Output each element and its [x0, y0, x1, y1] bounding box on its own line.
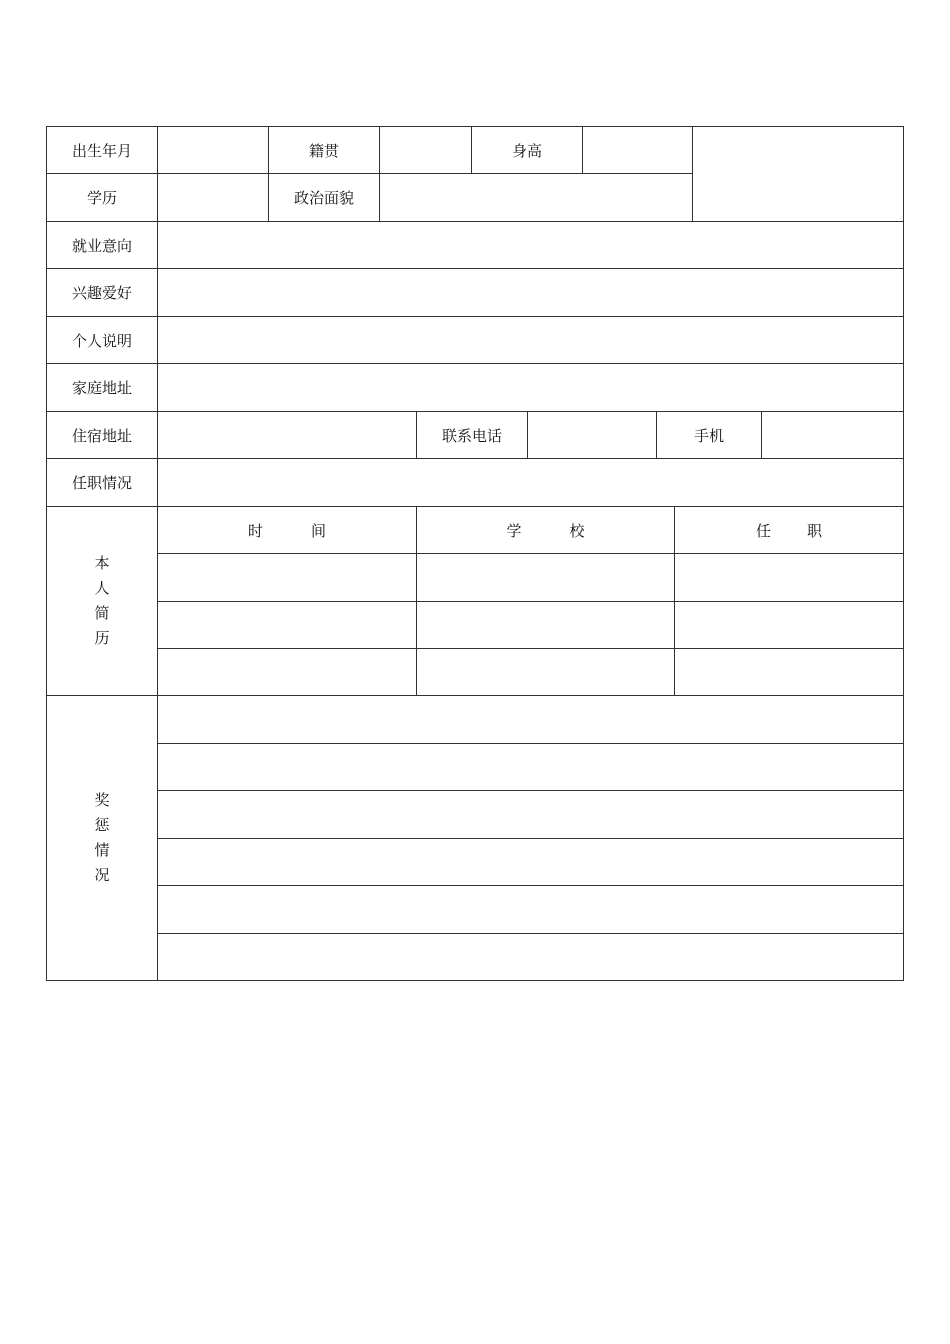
resume-label-char: 本 [94, 554, 110, 572]
resume-label-char: 人 [94, 579, 110, 597]
header-char: 时 [247, 521, 263, 540]
awards-label-char: 奖 [94, 791, 110, 809]
resume-section-label [46, 506, 158, 696]
awards-row-2[interactable] [157, 743, 904, 791]
resume-row-3-time[interactable] [157, 648, 417, 696]
resume-label-char: 简 [94, 604, 110, 622]
header-char: 学 [506, 521, 522, 540]
political-status-label: 政治面貌 [268, 173, 380, 222]
mobile-field[interactable] [761, 411, 904, 459]
position-held-label: 任职情况 [46, 458, 158, 507]
hobbies-label: 兴趣爱好 [46, 268, 158, 317]
job-intent-label: 就业意向 [46, 221, 158, 269]
dorm-address-field[interactable] [157, 411, 417, 459]
resume-row-2-position[interactable] [674, 601, 904, 649]
resume-row-3-school[interactable] [416, 648, 675, 696]
resume-label-char: 历 [94, 629, 110, 647]
awards-label-char: 情 [94, 841, 110, 859]
photo-box[interactable] [692, 126, 904, 222]
awards-label-char: 惩 [94, 816, 110, 834]
education-field[interactable] [157, 173, 269, 222]
resume-row-1-time[interactable] [157, 553, 417, 602]
awards-section-label [46, 695, 158, 981]
header-char: 校 [569, 521, 585, 540]
resume-header-time [157, 506, 417, 554]
awards-row-4[interactable] [157, 838, 904, 886]
awards-row-5[interactable] [157, 885, 904, 934]
education-label: 学历 [46, 173, 158, 222]
resume-header-position [674, 506, 904, 554]
native-place-label: 籍贯 [268, 126, 380, 174]
phone-field[interactable] [527, 411, 657, 459]
height-label: 身高 [471, 126, 583, 174]
hobbies-field[interactable] [157, 268, 904, 317]
resume-row-2-time[interactable] [157, 601, 417, 649]
header-char: 任 [755, 521, 771, 540]
header-char: 间 [311, 521, 327, 540]
mobile-label: 手机 [656, 411, 762, 459]
awards-label-char: 况 [94, 866, 110, 884]
resume-row-2-school[interactable] [416, 601, 675, 649]
awards-row-3[interactable] [157, 790, 904, 839]
awards-row-6[interactable] [157, 933, 904, 981]
birth-label: 出生年月 [46, 126, 158, 174]
resume-header-school [416, 506, 675, 554]
phone-label: 联系电话 [416, 411, 528, 459]
position-held-field[interactable] [157, 458, 904, 507]
native-place-field[interactable] [379, 126, 472, 174]
political-status-field[interactable] [379, 173, 693, 222]
resume-row-3-position[interactable] [674, 648, 904, 696]
header-char: 职 [807, 521, 823, 540]
home-address-label: 家庭地址 [46, 363, 158, 412]
personal-statement-label: 个人说明 [46, 316, 158, 364]
home-address-field[interactable] [157, 363, 904, 412]
resume-row-1-position[interactable] [674, 553, 904, 602]
dorm-address-label: 住宿地址 [46, 411, 158, 459]
personal-statement-field[interactable] [157, 316, 904, 364]
birth-field[interactable] [157, 126, 269, 174]
height-field[interactable] [582, 126, 693, 174]
job-intent-field[interactable] [157, 221, 904, 269]
resume-row-1-school[interactable] [416, 553, 675, 602]
awards-row-1[interactable] [157, 695, 904, 744]
